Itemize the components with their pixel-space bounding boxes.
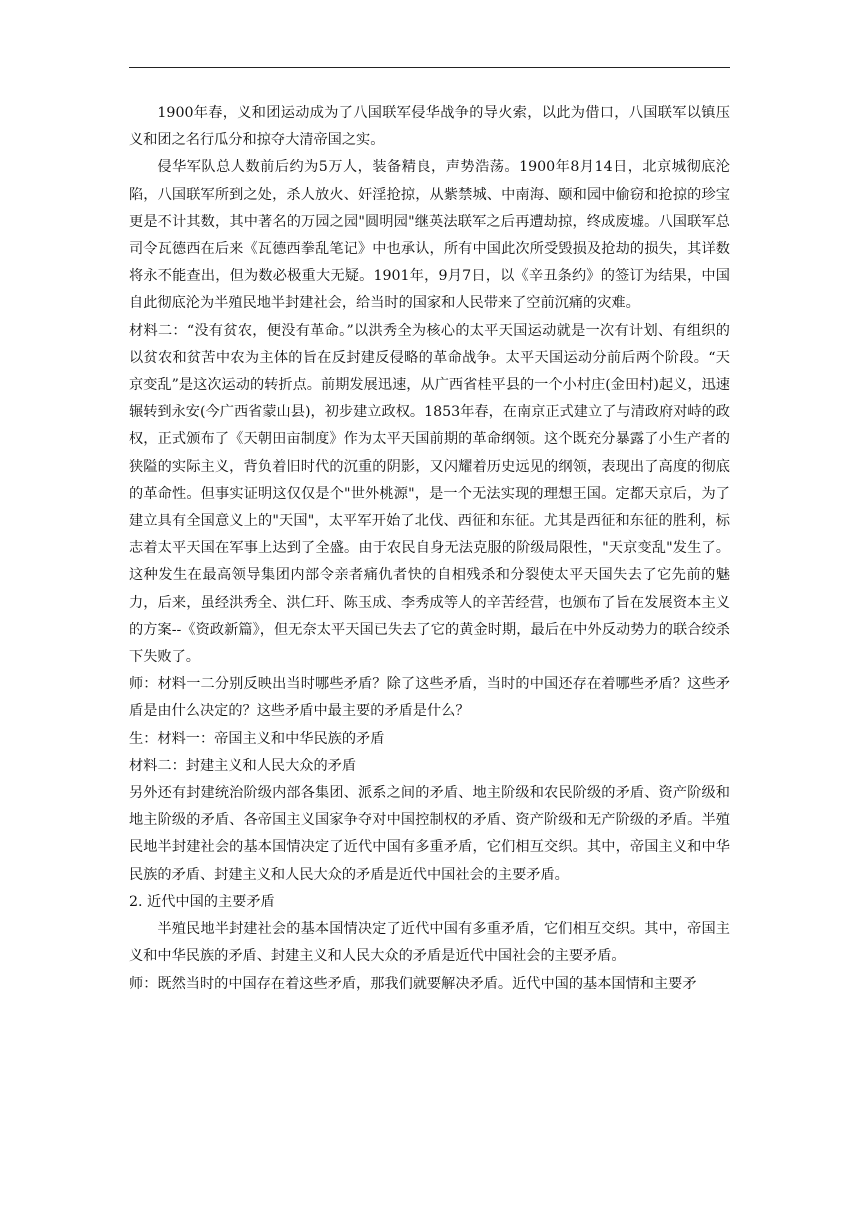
paragraph-material-two: 材料二：“没有贫农，便没有革命。”以洪秀全为核心的太平天国运动就是一次有计划、有组织的以贫农和贫苦中农为主体的旨在反封建反侵略的革命战争。太平天国运动分前后两个阶段。“天京变乱”是这次运动的转折点。前期发展迅速，从广西省桂平县的一个小村庄(金田村)起义，迅速辗转到永安(今广西省蒙山县)，初步建立政权。1853年春，在南京正式建立了与清政府对峙的政权，正式颁布了《天朝田亩制度》作为太平天国前期的革命纲领。这个既充分暴露了小生产者的狭隘的实际主义，背负着旧时代的沉重的阴影，又闪耀着历史远见的纲领，表现出了高度的彻底的革命性。但事实证明这仅仅是个"世外桃源"，是一个无法实现的理想王国。定都天京后，为了建立具有全国意义上的"天国"，太平军开始了北伐、西征和东征。尤其是西征和东征的胜利，标志着太平天国在军事上达到了全盛。由于农民自身无法克服的阶级局限性，"天京变乱"发生了。这种发生在最高领导集团内部令亲者痛仇者快的自相残杀和分裂使太平天国失去了它先前的魅力，后来，虽经洪秀全、洪仁玕、陈玉成、李秀成等人的辛苦经营，也颁布了旨在发展资本主义的方案--《资政新篇》，但无奈太平天国已失去了它的黄金时期，最后在中外反动势力的联合绞杀下失败了。	[129, 322, 730, 666]
paragraph-teacher-resolve: 师：既然当时的中国存在着这些矛盾，那我们就要解决矛盾。近代中国的基本国情和主要矛	[129, 975, 697, 992]
section-heading-main-contradictions: 2. 近代中国的主要矛盾	[129, 893, 275, 910]
header-rule	[129, 67, 730, 68]
document-body	[129, 100, 730, 998]
paragraph-student-answer-two: 材料二：封建主义和人民大众的矛盾	[129, 757, 357, 774]
paragraph-invasion-details: 侵华军队总人数前后约为5万人，装备精良，声势浩荡。1900年8月14日，北京城彻底沦陷，八国联军所到之处，杀人放火、奸淫抢掠，从紫禁城、中南海、颐和园中偷窃和抢掠的珍宝更是不计其数，其中著名的万园之园"圆明园"继英法联军之后再遭劫掠，终成废墟。八国联军总司令瓦德西在后来《瓦德西拳乱笔记》中也承认，所有中国此次所受毁损及抢劫的损失，其详数将永不能查出，但为数必极重大无疑。1901年，9月7日，以《辛丑条约》的签订为结果，中国自此彻底沦为半殖民地半封建社会，给当时的国家和人民带来了空前沉痛的灾难。	[129, 159, 730, 312]
paragraph-main-contradictions: 半殖民地半封建社会的基本国情决定了近代中国有多重矛盾，它们相互交织。其中，帝国主义和中华民族的矛盾、封建主义和人民大众的矛盾是近代中国社会的主要矛盾。	[129, 921, 730, 965]
paragraph-boxer-intro: 1900年春，义和团运动成为了八国联军侵华战争的导火索，以此为借口，八国联军以镇压义和团之名行瓜分和掠夺大清帝国之实。	[129, 105, 730, 149]
paragraph-student-answer-one: 生：材料一：帝国主义和中华民族的矛盾	[129, 730, 385, 747]
paragraph-teacher-question: 师：材料一二分别反映出当时哪些矛盾？除了这些矛盾，当时的中国还存在着哪些矛盾？这些矛盾是由什么决定的？这些矛盾中最主要的矛盾是什么？	[129, 676, 730, 720]
paragraph-other-contradictions: 另外还有封建统治阶级内部各集团、派系之间的矛盾、地主阶级和农民阶级的矛盾、资产阶级和地主阶级的矛盾、各帝国主义国家争夺对中国控制权的矛盾、资产阶级和无产阶级的矛盾。半殖民地半封建社会的基本国情决定了近代中国有多重矛盾，它们相互交织。其中，帝国主义和中华民族的矛盾、封建主义和人民大众的矛盾是近代中国社会的主要矛盾。	[129, 785, 730, 883]
